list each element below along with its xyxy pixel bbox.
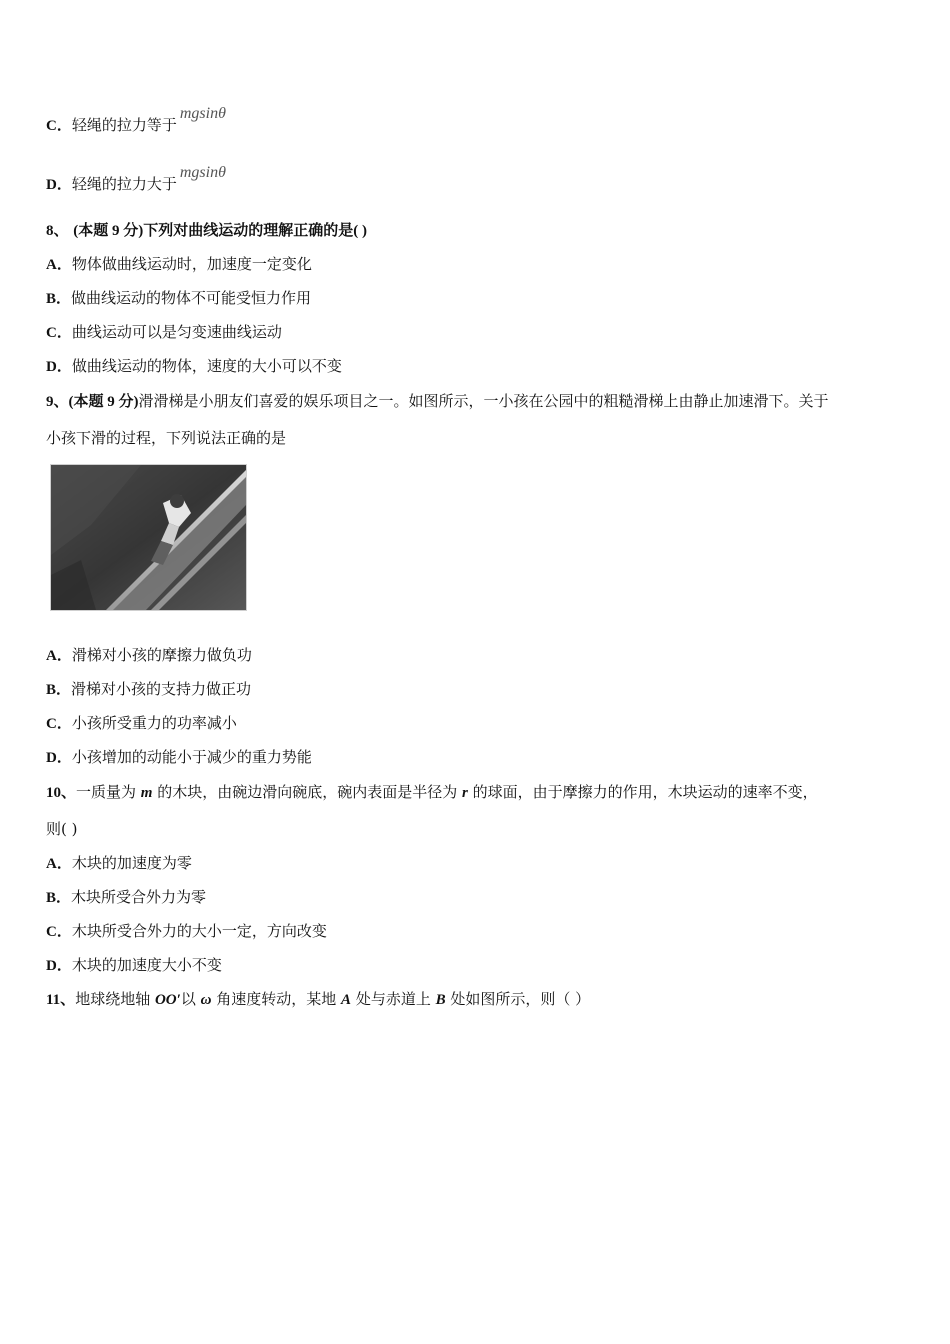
variable-omega: ω bbox=[200, 992, 212, 1008]
option-label: B． bbox=[46, 890, 72, 906]
option-text: 滑梯对小孩的支持力做正功 bbox=[71, 680, 252, 698]
question-meta: (本题 9 分) bbox=[68, 394, 139, 410]
option-text: 小孩所受重力的功率减小 bbox=[71, 714, 237, 732]
question-stem: 以 bbox=[180, 990, 201, 1008]
option-text: 木块所受合外力的大小一定，方向改变 bbox=[71, 922, 327, 940]
q8-option-d bbox=[46, 356, 342, 377]
q10-stem bbox=[46, 782, 818, 803]
question-number: 11、 bbox=[46, 992, 76, 1008]
option-label: A． bbox=[46, 257, 72, 273]
option-label: C． bbox=[46, 924, 72, 940]
option-text: 物体做曲线运动时，加速度一定变化 bbox=[71, 255, 312, 273]
q7-option-c bbox=[46, 105, 226, 136]
question-number: 10、 bbox=[46, 785, 77, 801]
variable-r: r bbox=[462, 785, 468, 801]
option-text: 做曲线运动的物体，速度的大小可以不变 bbox=[71, 357, 342, 375]
q9-stem bbox=[46, 391, 829, 412]
option-label: B． bbox=[46, 291, 72, 307]
option-label: A． bbox=[46, 856, 72, 872]
option-text: 木块的加速度为零 bbox=[71, 854, 192, 872]
formula: mgsinθ bbox=[179, 105, 226, 122]
question-stem: 角速度转动，某地 bbox=[211, 990, 342, 1008]
option-text: 曲线运动可以是匀变速曲线运动 bbox=[71, 323, 282, 341]
option-label: D． bbox=[46, 177, 72, 193]
variable-b: B bbox=[435, 992, 446, 1008]
q10-option-b bbox=[46, 887, 206, 908]
question-number: 8、 bbox=[46, 223, 69, 239]
q10-option-c bbox=[46, 921, 327, 942]
q8-option-b bbox=[46, 288, 311, 309]
q8-stem bbox=[46, 220, 367, 241]
variable-m: m bbox=[140, 785, 153, 801]
option-text: 木块所受合外力为零 bbox=[71, 888, 207, 906]
option-label: D． bbox=[46, 958, 72, 974]
q9-option-b bbox=[46, 679, 251, 700]
q8-option-c bbox=[46, 322, 282, 343]
option-label: B． bbox=[46, 682, 72, 698]
question-stem: 小孩下滑的过程，下列说法正确的是 bbox=[46, 429, 287, 447]
option-text: 滑梯对小孩的摩擦力做负功 bbox=[71, 646, 252, 664]
q7-option-d bbox=[46, 164, 226, 195]
q10-stem-continued bbox=[46, 819, 77, 839]
q8-option-a bbox=[46, 254, 312, 275]
variable-a: A bbox=[341, 992, 352, 1008]
option-text: 小孩增加的动能小于减少的重力势能 bbox=[71, 748, 312, 766]
question-stem: 处如图所示，则（ ） bbox=[445, 990, 591, 1008]
question-stem: 处与赤道上 bbox=[351, 990, 436, 1008]
option-label: D． bbox=[46, 359, 72, 375]
slide-photo-image bbox=[51, 465, 246, 610]
q9-option-a bbox=[46, 645, 252, 666]
q11-stem bbox=[46, 989, 590, 1010]
option-label: C． bbox=[46, 716, 72, 732]
slide-photo bbox=[50, 464, 247, 611]
question-stem: 地球绕地轴 bbox=[75, 990, 155, 1008]
formula: mgsinθ bbox=[179, 164, 226, 181]
question-stem: 的木块，由碗边滑向碗底，碗内表面是半径为 bbox=[152, 783, 463, 801]
question-stem: 一质量为 bbox=[76, 783, 141, 801]
question-stem: 则( ) bbox=[46, 820, 78, 838]
q9-stem-continued bbox=[46, 428, 286, 448]
option-label: C． bbox=[46, 118, 72, 134]
question-stem: 滑滑梯是小朋友们喜爱的娱乐项目之一。如图所示，一小孩在公园中的粗糙滑梯上由静止加速滑下。关于 bbox=[138, 392, 829, 410]
option-text: 木块的加速度大小不变 bbox=[71, 956, 222, 974]
q9-option-c bbox=[46, 713, 237, 734]
q9-option-d bbox=[46, 747, 312, 768]
option-label: D． bbox=[46, 750, 72, 766]
variable-axis: OO′ bbox=[154, 992, 181, 1008]
option-text: 轻绳的拉力大于 bbox=[71, 175, 177, 193]
q10-option-d bbox=[46, 955, 222, 976]
q10-option-a bbox=[46, 853, 192, 874]
question-meta: (本题 9 分) bbox=[73, 223, 144, 239]
option-text: 轻绳的拉力等于 bbox=[71, 116, 177, 134]
option-label: C． bbox=[46, 325, 72, 341]
option-label: A． bbox=[46, 648, 72, 664]
question-stem: 的球面，由于摩擦力的作用，木块运动的速率不变， bbox=[467, 783, 818, 801]
option-text: 做曲线运动的物体不可能受恒力作用 bbox=[71, 289, 312, 307]
question-stem: 下列对曲线运动的理解正确的是( ) bbox=[143, 223, 368, 239]
question-number: 9、 bbox=[46, 394, 69, 410]
